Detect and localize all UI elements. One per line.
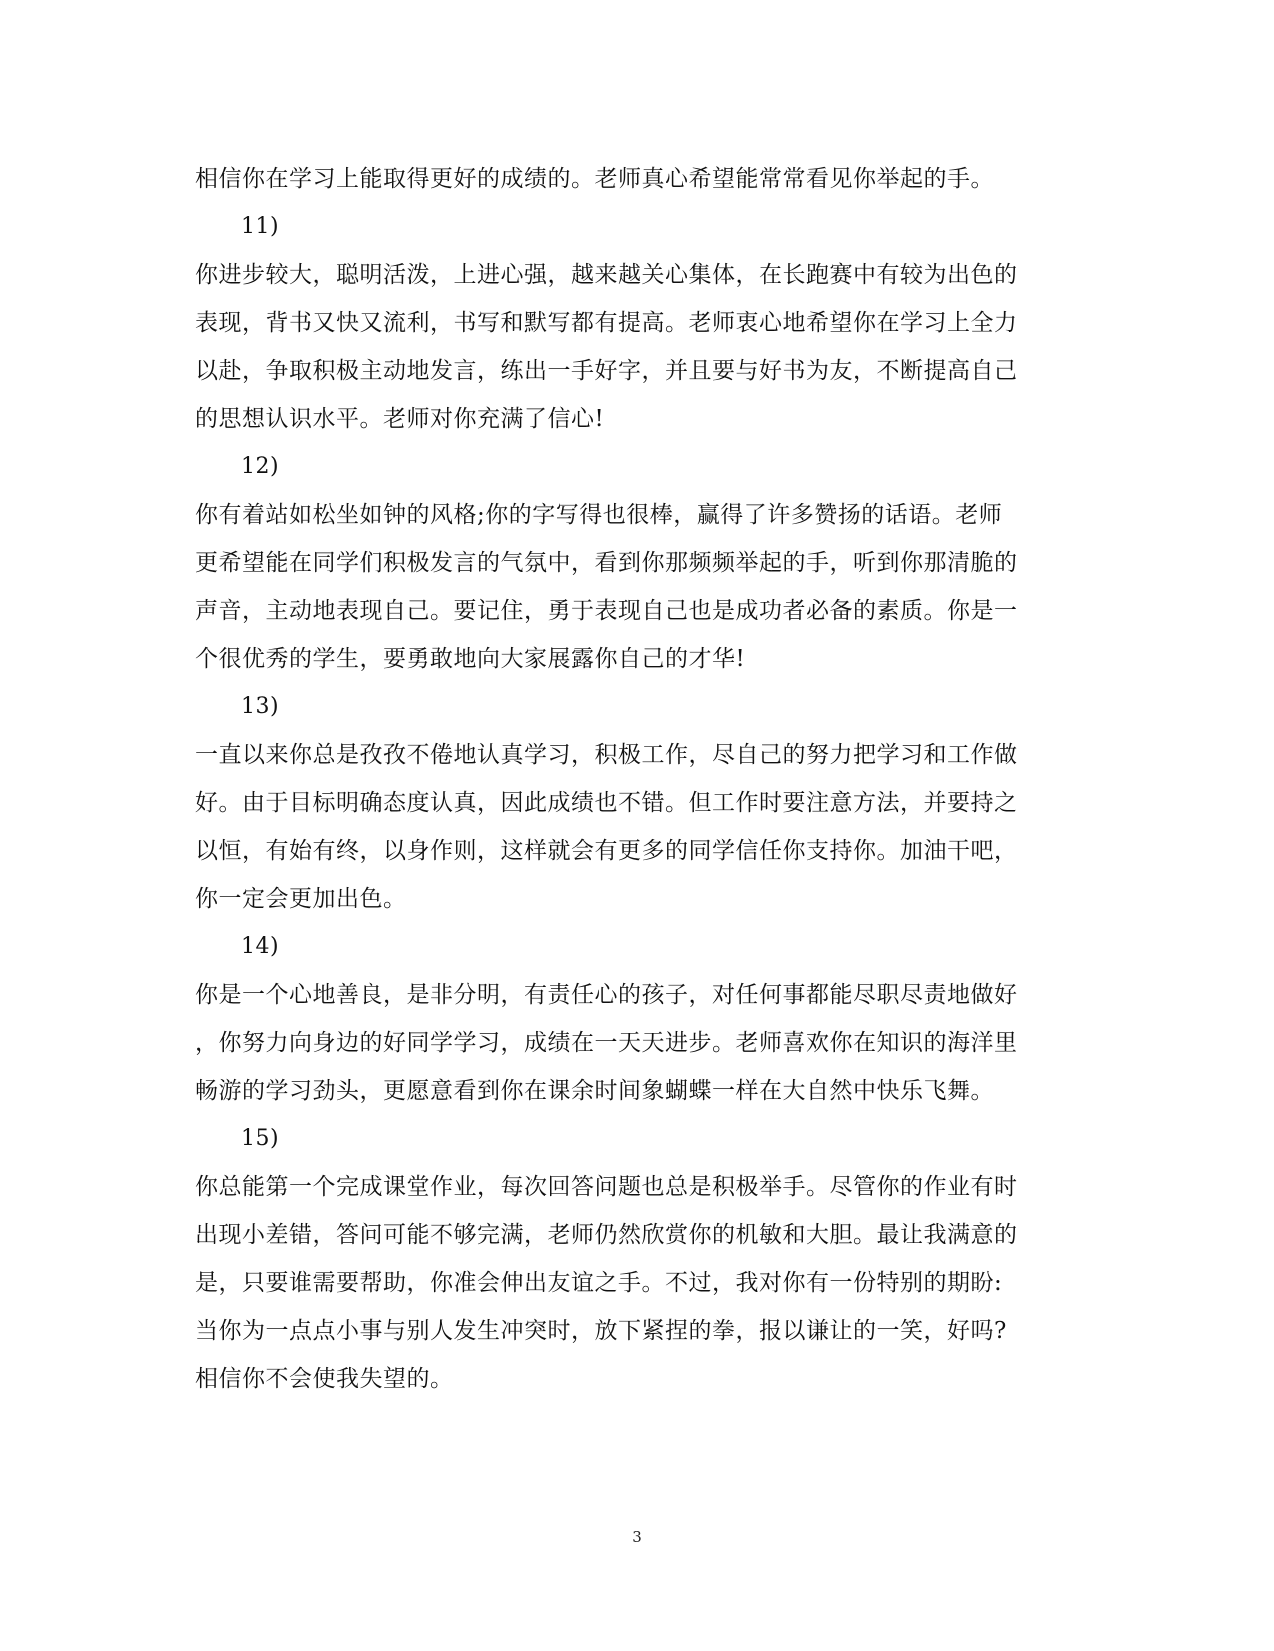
paragraph-line: 表现，背书又快又流利，书写和默写都有提高。老师衷心地希望你在学习上全力 bbox=[195, 310, 1018, 336]
item-number: 13) bbox=[241, 694, 280, 719]
paragraph-line: 以赴，争取积极主动地发言，练出一手好字，并且要与好书为友，不断提高自己 bbox=[195, 358, 1018, 384]
paragraph-line: 你有着站如松坐如钟的风格;你的字写得也很棒，赢得了许多赞扬的话语。老师 bbox=[195, 502, 1003, 528]
paragraph-line: 畅游的学习劲头，更愿意看到你在课余时间象蝴蝶一样在大自然中快乐飞舞。 bbox=[195, 1078, 994, 1104]
paragraph-line: 你进步较大，聪明活泼，上进心强，越来越关心集体，在长跑赛中有较为出色的 bbox=[195, 262, 1018, 288]
paragraph-line: 相信你在学习上能取得更好的成绩的。老师真心希望能常常看见你举起的手。 bbox=[195, 166, 994, 192]
paragraph-line: 出现小差错，答问可能不够完满，老师仍然欣赏你的机敏和大胆。最让我满意的 bbox=[195, 1222, 1018, 1248]
paragraph-line: 是，只要谁需要帮助，你准会伸出友谊之手。不过，我对你有一份特别的期盼: bbox=[195, 1270, 1003, 1296]
page-number: 3 bbox=[632, 1528, 642, 1546]
paragraph-line: 个很优秀的学生，要勇敢地向大家展露你自己的才华! bbox=[195, 646, 746, 672]
paragraph-line: 的思想认识水平。老师对你充满了信心! bbox=[195, 406, 605, 432]
paragraph-line: 一直以来你总是孜孜不倦地认真学习，积极工作，尽自己的努力把学习和工作做 bbox=[195, 742, 1018, 768]
paragraph-line: 声音，主动地表现自己。要记住，勇于表现自己也是成功者必备的素质。你是一 bbox=[195, 598, 1018, 624]
paragraph-line: 你一定会更加出色。 bbox=[195, 886, 407, 912]
item-number: 11) bbox=[241, 214, 280, 239]
paragraph-line: ，你努力向身边的好同学学习，成绩在一天天进步。老师喜欢你在知识的海洋里 bbox=[195, 1030, 1018, 1056]
paragraph-line: 更希望能在同学们积极发言的气氛中，看到你那频频举起的手，听到你那清脆的 bbox=[195, 550, 1018, 576]
item-number: 12) bbox=[241, 454, 280, 479]
item-number: 15) bbox=[241, 1126, 280, 1151]
paragraph-line: 你是一个心地善良，是非分明，有责任心的孩子，对任何事都能尽职尽责地做好 bbox=[195, 982, 1018, 1008]
paragraph-line: 以恒，有始有终，以身作则，这样就会有更多的同学信任你支持你。加油干吧， bbox=[195, 838, 1018, 864]
document-body bbox=[195, 155, 1075, 1403]
paragraph-line: 当你为一点点小事与别人发生冲突时，放下紧捏的拳，报以谦让的一笑，好吗? bbox=[195, 1318, 1007, 1344]
paragraph-line: 好。由于目标明确态度认真，因此成绩也不错。但工作时要注意方法，并要持之 bbox=[195, 790, 1018, 816]
paragraph-line: 你总能第一个完成课堂作业，每次回答问题也总是积极举手。尽管你的作业有时 bbox=[195, 1174, 1018, 1200]
item-number: 14) bbox=[241, 934, 280, 959]
paragraph-line: 相信你不会使我失望的。 bbox=[195, 1366, 454, 1392]
